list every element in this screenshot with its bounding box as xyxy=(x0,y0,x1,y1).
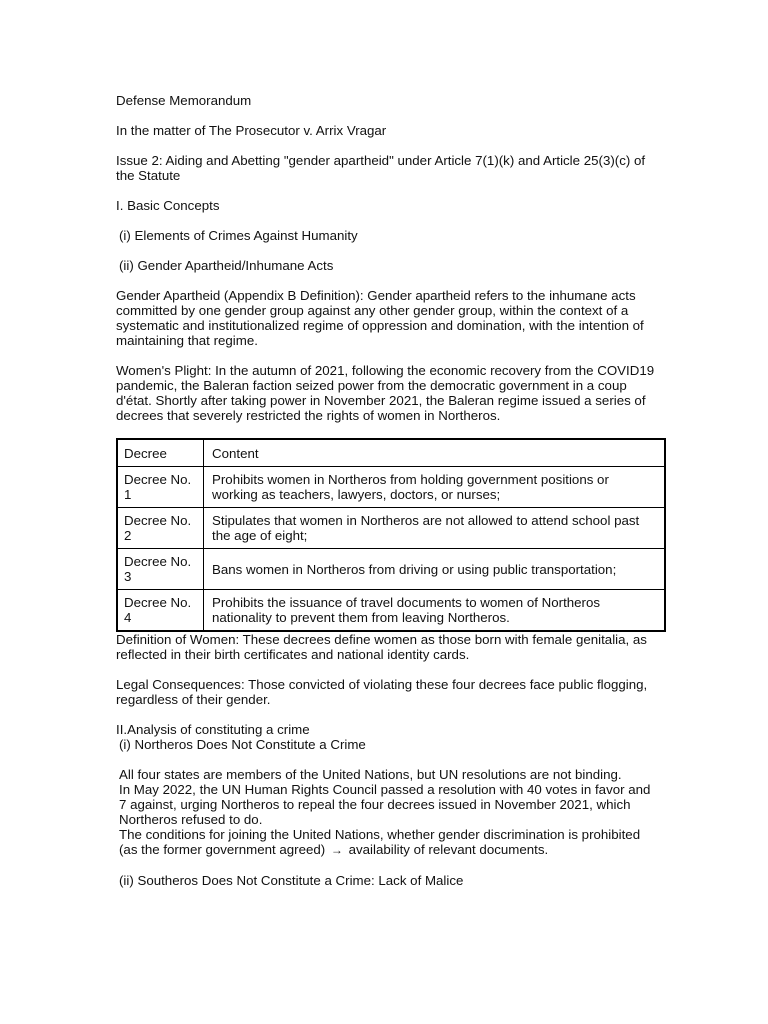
issue-statement: Issue 2: Aiding and Abetting "gender apartheid" under Article 7(1)(k) and Article 25(3)(c) of the Statute xyxy=(116,153,646,183)
un-membership-line: All four states are members of the United Nations, but UN resolutions are not binding. xyxy=(119,767,622,782)
un-conditions-result: availability of relevant documents. xyxy=(348,842,549,857)
table-row xyxy=(117,590,665,632)
section-2-subheading-1: (i) Northeros Does Not Constitute a Crime xyxy=(119,737,366,752)
memorandum-page xyxy=(116,93,656,888)
table-header-row xyxy=(117,439,665,467)
gender-apartheid-definition: Gender Apartheid (Appendix B Definition): Gender apartheid refers to the inhumane acts committed by one gender group against any other gender group, within the context of a systematic and institutionalized regime of oppression and domination, with the intention of maintaining that regime. xyxy=(116,288,644,348)
case-caption: In the matter of The Prosecutor v. Arrix Vragar xyxy=(116,123,387,138)
un-resolution-line: In May 2022, the UN Human Rights Council passed a resolution with 40 votes in favor and 7 against, urging Northeros to repeal the four decrees issued in November 2021, which Northeros refused to do. xyxy=(119,782,651,827)
table-header-decree: Decree xyxy=(117,439,204,467)
un-conditions-text: The conditions for joining the United Nations, whether gender discrimination is prohibited (as the former government agreed) xyxy=(119,827,641,857)
section-2-subheading-2: (ii) Southeros Does Not Constitute a Crime: Lack of Malice xyxy=(119,873,464,888)
decree-number: Decree No. 2 xyxy=(117,508,204,549)
decree-content: Bans women in Northeros from driving or using public transportation; xyxy=(204,549,666,590)
womens-plight-paragraph: Women's Plight: In the autumn of 2021, following the economic recovery from the COVID19 pandemic, the Baleran faction seized power from the democratic government in a coup d'état. Shortly after taking power in November 2021, the Baleran regime issued a series of decrees that severely restricted the rights of women in Northeros. xyxy=(116,363,655,423)
decree-number: Decree No. 4 xyxy=(117,590,204,632)
decrees-table xyxy=(116,438,666,632)
section-1-subheading-1: (i) Elements of Crimes Against Humanity xyxy=(119,228,358,243)
table-row xyxy=(117,549,665,590)
women-definition-paragraph: Definition of Women: These decrees define women as those born with female genitalia, as reflected in their birth certificates and national identity cards. xyxy=(116,632,647,662)
table-header-content: Content xyxy=(204,439,666,467)
section-1-subheading-2: (ii) Gender Apartheid/Inhumane Acts xyxy=(119,258,334,273)
section-2-heading: II.Analysis of constituting a crime xyxy=(116,722,310,737)
legal-consequences-paragraph: Legal Consequences: Those convicted of violating these four decrees face public flogging, regardless of their gender. xyxy=(116,677,648,707)
decree-content: Stipulates that women in Northeros are not allowed to attend school past the age of eight; xyxy=(204,508,666,549)
table-row xyxy=(117,508,665,549)
right-arrow-icon: → xyxy=(330,843,343,857)
document-title: Defense Memorandum xyxy=(116,93,252,108)
decree-content: Prohibits the issuance of travel documents to women of Northeros nationality to prevent them from leaving Northeros. xyxy=(204,590,666,632)
decree-number: Decree No. 3 xyxy=(117,549,204,590)
table-row xyxy=(117,467,665,508)
section-1-heading: I. Basic Concepts xyxy=(116,198,220,213)
decree-number: Decree No. 1 xyxy=(117,467,204,508)
un-conditions-line xyxy=(116,827,656,858)
decree-content: Prohibits women in Northeros from holding government positions or working as teachers, lawyers, doctors, or nurses; xyxy=(204,467,666,508)
